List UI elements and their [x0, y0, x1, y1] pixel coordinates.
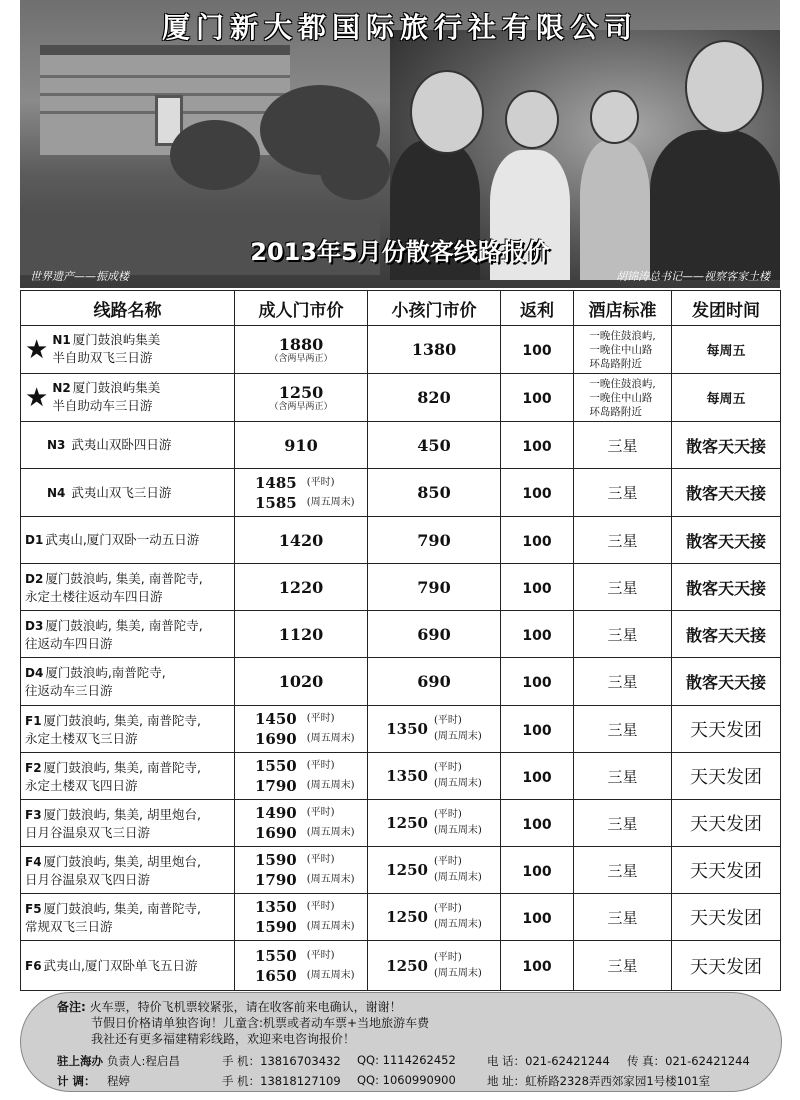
route-name: 厦门鼓浪屿集美 — [72, 331, 161, 347]
route-code: F5 — [25, 901, 42, 916]
child-price: 1250 — [386, 956, 428, 975]
table-row — [21, 894, 781, 941]
route-name: 武夷山双飞三日游 — [71, 484, 172, 500]
price-period: (平时) — [306, 807, 335, 818]
route-name: 厦门鼓浪屿, 集美, 南普陀寺, — [45, 617, 203, 633]
hotel: 一晚住鼓浪屿, — [589, 329, 656, 342]
route-name: 厦门鼓浪屿, 集美, 南普陀寺, — [43, 712, 201, 728]
fax-number: 传 真：021-62421244 — [627, 1054, 750, 1068]
company-name: 厦门新大都国际旅行社有限公司 — [161, 11, 638, 44]
route-name: 厦门鼓浪屿集美 — [72, 379, 161, 395]
departure: 天天发团 — [690, 814, 762, 835]
route-name: 厦门鼓浪屿, 集美, 胡里炮台, — [43, 806, 201, 822]
route-code: F2 — [25, 760, 42, 775]
departure: 天天发团 — [690, 956, 762, 978]
adult-price: 1880 — [278, 334, 324, 354]
route-code: D1 — [25, 533, 44, 547]
star-icon: ★ — [25, 334, 49, 365]
adult-price: 1690 — [255, 824, 297, 842]
child-price: 1350 — [386, 720, 428, 738]
price-period: (周五周末) — [433, 919, 482, 930]
footer-notes-panel — [20, 992, 782, 1092]
star-icon: ★ — [25, 382, 49, 413]
table-row — [21, 469, 781, 517]
adult-price: 1420 — [278, 530, 324, 550]
route-code: N1 — [52, 332, 71, 347]
contact-row — [57, 1073, 767, 1093]
price-period: (平时) — [433, 809, 462, 820]
route-name: 往返动车三日游 — [25, 683, 113, 698]
price-period: (周五周末) — [306, 780, 355, 791]
route-name: 厦门鼓浪屿,南普陀寺, — [45, 665, 166, 680]
table-row — [21, 658, 781, 706]
route-code: N3 — [47, 438, 66, 452]
header-rebate: 返利 — [501, 291, 574, 326]
price-period: (平时) — [306, 476, 335, 488]
hotel: 一晚住中山路 — [589, 343, 653, 356]
rebate: 100 — [522, 580, 552, 597]
rebate: 100 — [522, 675, 552, 691]
route-name: 往返动车四日游 — [25, 635, 113, 651]
rebate: 100 — [522, 863, 552, 880]
route-name: 日月谷温泉双飞三日游 — [25, 824, 151, 840]
adult-price: 1585 — [255, 493, 297, 512]
hotel: 三星 — [607, 908, 638, 927]
adult-price: 1550 — [255, 757, 297, 775]
adult-price: 1490 — [255, 804, 297, 822]
price-period: (平时) — [306, 901, 335, 912]
route-name: 永定土楼往返动车四日游 — [25, 588, 163, 604]
hotel: 三星 — [607, 625, 638, 644]
route-name: 武夷山,厦门双卧一动五日游 — [45, 532, 200, 547]
price-period: (周五周末) — [306, 969, 355, 981]
route-name: 武夷山,厦门双卧单飞五日游 — [43, 957, 198, 973]
departure: 散客天天接 — [685, 625, 766, 645]
route-code: F3 — [25, 807, 42, 822]
route-code: F6 — [25, 958, 42, 973]
header-adult-price: 成人门市价 — [235, 291, 368, 326]
route-code: F4 — [25, 854, 42, 869]
price-period: (周五周末) — [433, 967, 482, 979]
table-row — [21, 611, 781, 658]
route-code: D2 — [25, 571, 44, 586]
rebate: 100 — [522, 343, 552, 359]
contact-person: 程婷 — [107, 1074, 130, 1088]
price-period: (周五周末) — [433, 872, 482, 883]
price-period: (平时) — [433, 951, 462, 963]
route-code: F1 — [25, 713, 42, 728]
table-row — [21, 800, 781, 847]
route-code: N4 — [47, 485, 66, 500]
adult-price-note: （含两早两正） — [269, 401, 333, 412]
hotel: 三星 — [607, 484, 638, 502]
hotel: 三星 — [607, 767, 638, 786]
route-name: 永定土楼双飞四日游 — [25, 777, 138, 793]
price-period: (周五周末) — [306, 496, 355, 508]
child-price: 1380 — [411, 340, 457, 359]
departure: 天天发团 — [690, 720, 762, 741]
route-name: 常规双飞三日游 — [25, 918, 113, 934]
hotel: 一晚住鼓浪屿, — [589, 377, 656, 390]
price-period: (平时) — [306, 949, 335, 961]
mobile-number: 手 机：13816703432 — [222, 1054, 341, 1068]
route-name: 永定土楼双飞三日游 — [25, 730, 138, 746]
child-price: 1250 — [386, 814, 428, 832]
departure: 天天发团 — [690, 767, 762, 788]
header-hotel: 酒店标准 — [574, 291, 672, 326]
departure: 散客天天接 — [685, 673, 766, 692]
table-row — [21, 517, 781, 564]
note-line: 节假日价格请单独咨询！儿童含:机票或者动车票+当地旅游车费 — [91, 1016, 430, 1030]
child-price: 450 — [417, 435, 451, 455]
hotel: 一晚住中山路 — [589, 391, 653, 404]
adult-price: 1650 — [255, 966, 297, 985]
price-period: (周五周末) — [433, 825, 482, 836]
price-period: (平时) — [433, 715, 462, 726]
route-name: 半自助动车三日游 — [52, 397, 153, 413]
header-departure: 发团时间 — [672, 291, 781, 326]
price-period: (平时) — [306, 760, 335, 771]
departure: 散客天天接 — [685, 578, 766, 598]
dispatch-label: 计 调： — [57, 1074, 96, 1088]
rebate: 100 — [522, 959, 552, 975]
departure: 每周五 — [706, 392, 746, 407]
table-row — [21, 753, 781, 800]
adult-price-note: （含两早两正） — [269, 353, 333, 364]
price-period: (周五周末) — [306, 874, 355, 885]
rebate: 100 — [522, 533, 552, 550]
table-row — [21, 941, 781, 991]
route-name: 半自助双飞三日游 — [52, 349, 153, 365]
adult-price: 1590 — [255, 918, 297, 936]
table-row — [21, 422, 781, 469]
departure: 散客天天接 — [685, 531, 766, 551]
child-price: 790 — [417, 530, 451, 550]
caption-left: 世界遗产——振成楼 — [30, 270, 129, 283]
rebate: 100 — [522, 391, 552, 407]
departure: 每周五 — [706, 344, 746, 359]
table-row — [21, 847, 781, 894]
route-code: N2 — [52, 380, 71, 395]
child-price: 820 — [417, 388, 451, 407]
route-code: D4 — [25, 666, 44, 680]
hotel: 三星 — [607, 531, 638, 550]
adult-price: 1120 — [278, 624, 324, 644]
adult-price: 1690 — [255, 730, 297, 748]
qq-number: QQ: 1060990900 — [357, 1073, 456, 1087]
header-child-price: 小孩门市价 — [368, 291, 501, 326]
departure: 散客天天接 — [685, 436, 766, 456]
adult-price: 1450 — [255, 710, 297, 728]
rebate: 100 — [522, 722, 552, 739]
rebate: 100 — [522, 486, 552, 502]
banner-photo — [20, 0, 780, 288]
hotel: 三星 — [607, 720, 638, 739]
price-period: (周五周末) — [306, 921, 355, 932]
adult-price: 1590 — [255, 851, 297, 869]
note-line: 火车票，特价飞机票较紧张，请在收客前来电确认，谢谢！ — [89, 1000, 402, 1014]
mobile-number: 手 机：13818127109 — [222, 1074, 341, 1088]
child-price: 850 — [417, 483, 451, 502]
route-name: 厦门鼓浪屿, 集美, 南普陀寺, — [45, 570, 203, 586]
child-price: 1350 — [386, 767, 428, 785]
hotel: 三星 — [607, 578, 638, 597]
route-name: 厦门鼓浪屿, 集美, 胡里炮台, — [43, 853, 201, 869]
page-title: 2013年5月份散客线路报价 — [250, 238, 550, 266]
hotel: 三星 — [607, 436, 638, 455]
price-period: (平时) — [306, 713, 335, 724]
price-period: (周五周末) — [433, 778, 482, 789]
notes — [57, 999, 429, 1047]
departure: 散客天天接 — [685, 484, 766, 503]
child-price: 690 — [417, 672, 451, 691]
adult-price: 1220 — [278, 577, 324, 597]
price-period: (平时) — [433, 762, 462, 773]
price-table — [20, 290, 781, 991]
rebate: 100 — [522, 438, 552, 455]
price-period: (周五周末) — [306, 733, 355, 744]
price-period: (平时) — [433, 856, 462, 867]
notes-label: 备注: — [57, 1000, 86, 1014]
rebate: 100 — [522, 627, 552, 644]
qq-number: QQ: 1114262452 — [357, 1053, 456, 1067]
route-code: D3 — [25, 618, 44, 633]
route-name: 日月谷温泉双飞四日游 — [25, 871, 151, 887]
table-row — [21, 374, 781, 422]
rebate: 100 — [522, 769, 552, 786]
price-period: (平时) — [433, 903, 462, 914]
adult-price: 1485 — [255, 473, 297, 492]
adult-price: 1250 — [278, 382, 324, 402]
table-row — [21, 564, 781, 611]
adult-price: 1790 — [255, 777, 297, 795]
contacts — [57, 1053, 767, 1093]
child-price: 690 — [417, 624, 451, 644]
caption-right: 胡锦涛总书记——视察客家土楼 — [616, 270, 770, 283]
departure: 天天发团 — [690, 861, 762, 882]
adult-price: 1790 — [255, 871, 297, 889]
note-line: 我社还有更多福建精彩线路，欢迎来电咨询报价！ — [91, 1032, 356, 1046]
child-price: 1250 — [386, 908, 428, 926]
table-row — [21, 706, 781, 753]
rebate: 100 — [522, 910, 552, 927]
office-label: 驻上海办 — [57, 1054, 103, 1068]
route-name: 武夷山双卧四日游 — [71, 437, 172, 452]
table-row — [21, 326, 781, 374]
contact-row — [57, 1053, 767, 1073]
route-name: 厦门鼓浪屿, 集美, 南普陀寺, — [43, 900, 201, 916]
price-period: (周五周末) — [306, 827, 355, 838]
child-price: 1250 — [386, 861, 428, 879]
hotel: 环岛路附近 — [589, 405, 642, 418]
route-name: 厦门鼓浪屿, 集美, 南普陀寺, — [43, 759, 201, 775]
adult-price: 1550 — [255, 946, 297, 965]
hotel: 三星 — [607, 861, 638, 880]
hotel: 环岛路附近 — [589, 357, 642, 370]
hotel: 三星 — [607, 673, 638, 691]
contact-person: 负责人:程启昌 — [107, 1054, 180, 1068]
address: 地 址：虹桥路2328弄西郊家园1号楼101室 — [487, 1074, 711, 1088]
child-price: 790 — [417, 577, 451, 597]
table-header-row — [21, 291, 781, 326]
price-period: (平时) — [306, 854, 335, 865]
adult-price: 1350 — [255, 898, 297, 916]
adult-price: 910 — [284, 435, 318, 455]
header-route: 线路名称 — [21, 291, 235, 326]
hotel: 三星 — [607, 957, 638, 975]
rebate: 100 — [522, 816, 552, 833]
hotel: 三星 — [607, 814, 638, 833]
departure: 天天发团 — [690, 908, 762, 929]
phone-number: 电 话：021-62421244 — [487, 1054, 610, 1068]
price-period: (周五周末) — [433, 731, 482, 742]
adult-price: 1020 — [278, 672, 324, 691]
